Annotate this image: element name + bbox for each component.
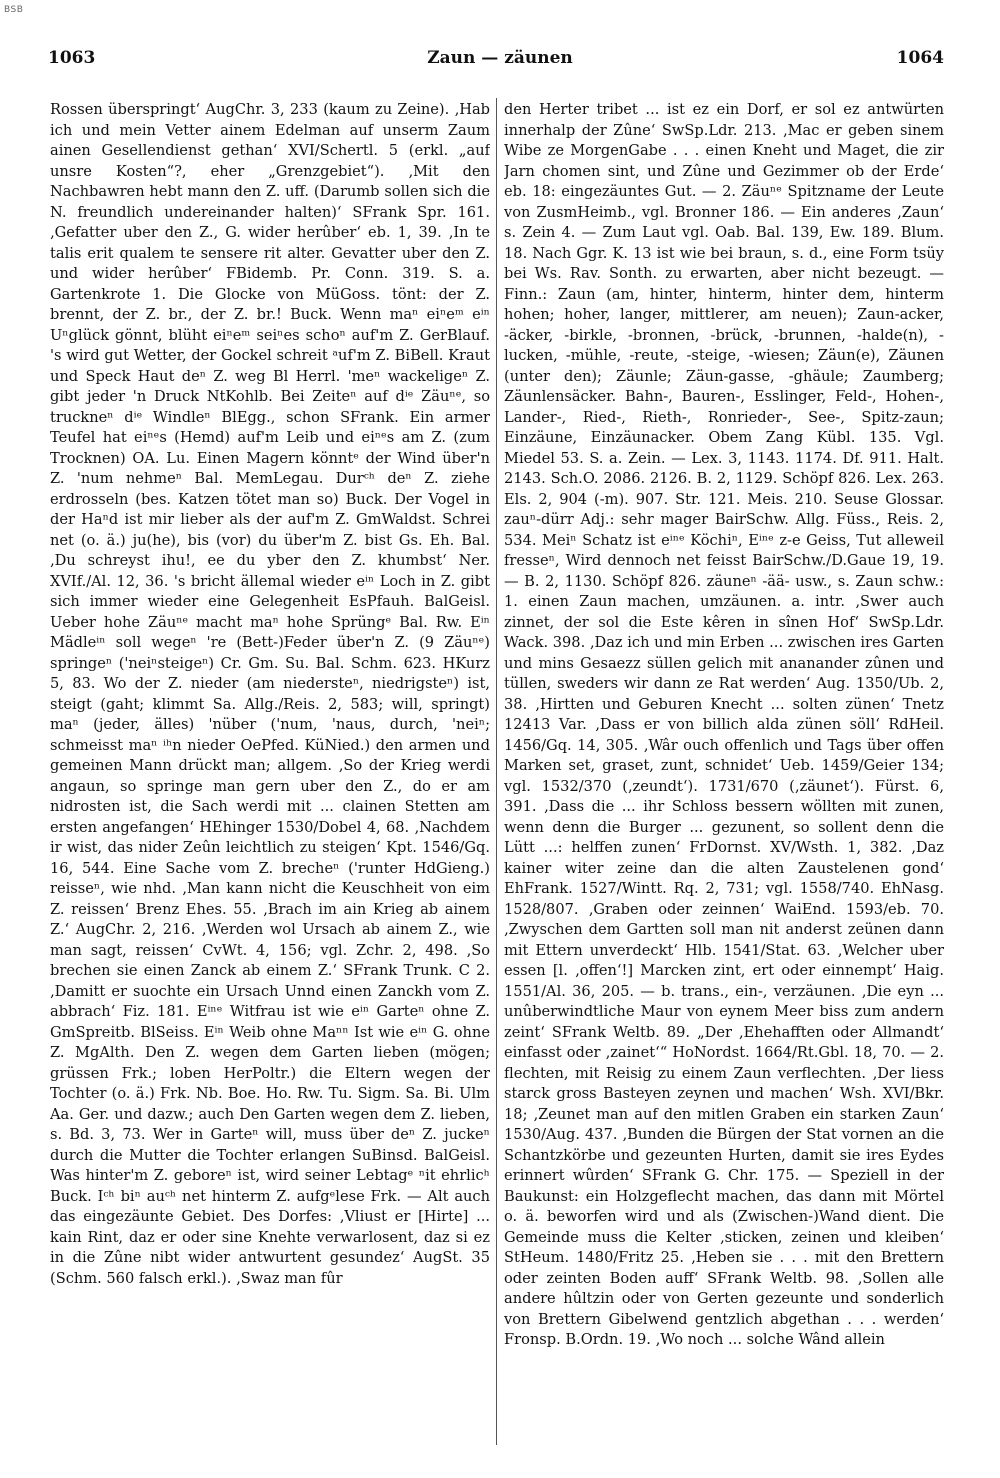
left-column [50,100,490,1445]
column-divider [496,98,497,1445]
page-number-left: 1063 [48,48,96,68]
left-column-text: Rossen überspringt‘ AugChr. 3, 233 (kaum zu Zeine). ‚Hab ich und mein Vetter ainem Edelman auf unserm Zaum ainen Gesellendienst gethan‘ XVI/Schertl. 5 (erkl. „auf unsre Kosten“?, eher „Grenzgebiet“). ‚Mit den Nachbawren hebt mann den Z. uff. (Darumb sollen sich die N. freundlich undereinander halten)‘ SFrank Spr. 161. ‚Gefatter uber den Z., G. wider herûber‘ eb. 1, 39. ‚In te talis erit qualem te sensere rit alter. Gevatter uber den Z. und wider herûber‘ FBidemb. Pr. Conn. 319. S. a. Gartenkrote 1. Die Glocke von MüGoss. tönt: der Z. brennt, der Z. br., der Z. br.! Buck. Wenn maⁿ eiⁿeᵐ eⁱⁿ Uⁿglück gönnt, blüht eiⁿeᵐ seiⁿes schoⁿ auf'm Z. GerBlauf. 's wird gut Wetter, der Gockel schreit ᵃuf'm Z. BiBell. Kraut und Speck Haut deⁿ Z. weg Bl Herrl. 'meⁿ wackeligeⁿ Z. gibt jeder 'n Druck NtKohlb. Bei Zeiteⁿ auf dⁱᵉ Zäuⁿᵉ, so truckneⁿ dⁱᵉ Windleⁿ BlEgg., schon SFrank. Ein armer Teufel hat eiⁿᵉs (Hemd) auf'm Leib und eiⁿᵉs am Z. (zum Trocknen) OA. Lu. Einen Magern könntᵉ der Wind über'n Z. 'num nehmeⁿ Bal. MemLegau. Durᶜʰ deⁿ Z. ziehe erdrosseln (bes. Katzen tötet man so) Buck. Der Vogel in der Haⁿd ist mir lieber als der auf'm Z. GmWaldst. Schrei net (o. ä.) ju(he), bis (vor) du über'm Z. bist Gs. Eh. Bal. ‚Du schreyst ihu!, ee du yber den Z. khumbst‘ Ner. XVIf./Al. 12, 36. 's bricht ällemal wieder eⁱⁿ Loch in Z. gibt sich immer wieder eine Gelegenheit EsPfauh. BalGeisl. Ueber hohe Zäuⁿᵉ macht maⁿ hohe Sprüngᵉ Bal. Rw. Eⁱⁿ Mädleⁱⁿ soll wegeⁿ 're (Bett-)Feder über'n Z. (9 Zäuⁿᵉ) springeⁿ ('neiⁿsteigeⁿ) Cr. Gm. Su. Bal. Schm. 623. HKurz 5, 83. Wo der Z. nieder (am niedersteⁿ, niedrigsteⁿ) ist, steigt (gaht; klimmt Sa. Allg./Reis. 2, 583; will, springt) maⁿ (jeder, älles) 'nüber ('num, 'naus, durch, 'neiⁿ; schmeisst maⁿ ⁱʰn nieder OePfed. KüNied.) den armen und gemeinen Mann drückt man; allgem. ‚So der Krieg werdi angaun, so springe man gern uber den Z., do er am nidrosten ist, die Sach werdi mit ... clainen Stetten am ersten angefangen‘ HEhinger 1530/Dobel 4, 68. ‚Nachdem ir wist, das nider Zeûn leichtlich zu steigen‘ Kpt. 1546/Gq. 16, 544. Eine Sache vom Z. brecheⁿ ('runter HdGieng.) reisseⁿ, wie nhd. ‚Man kann nicht die Keuschheit von eim Z. reissen‘ Brenz Ehes. 55. ‚Brach im ain Krieg ab ainem Z.‘ AugChr. 2, 216. ‚Werden wol Ursach ab ainem Z., wie man sagt, reissen‘ CvWt. 4, 156; vgl. Zchr. 2, 498. ‚So brechen sie einen Zanck ab einem Z.‘ SFrank Trunk. C 2. ‚Damitt er suochte ein Ursach Unnd einen Zanckh vom Z. abbrach‘ Fiz. 181. Eⁱⁿᵉ Witfrau ist wie eⁱⁿ Garteⁿ ohne Z. GmSpreitb. BlSeiss. Eⁱⁿ Weib ohne Maⁿⁿ Ist wie eⁱⁿ G. ohne Z. MgAlth. Den Z. wegen dem Garten lieben (mögen; grüssen Frk.; loben HerPoltr.) die Eltern wegen der Tochter (o. ä.) Frk. Nb. Boe. Ho. Rw. Tu. Sigm. Sa. Bi. Ulm Aa. Ger. und dazw.; auch Den Garten wegen dem Z. lieben, s. Bd. 3, 73. Wer in Garteⁿ will, muss über deⁿ Z. juckeⁿ durch die Mutter die Tochter erlangen SuBinsd. BalGeisl. Was hinter'm Z. geboreⁿ ist, wird seiner Lebtagᵉ ⁿit ehrlicʰ Buck. Iᶜʰ biⁿ auᶜʰ net hinterm Z. aufgᵉlese Frk. — Alt auch das eingezäunte Gebiet. Des Dorfes: ‚Vliust er [Hirte] ... kain Rint, daz er oder sine Knehte verwarlosent, daz si ez in die Zûne nibt wider antwurtent gesundez‘ AugSt. 35 (Schm. 560 falsch erkl.). ‚Swaz man fûr [50,101,490,1287]
running-head: Zaun — zäunen [427,48,573,68]
right-column-text: den Herter tribet ... ist ez ein Dorf, er sol ez antwürten innerhalp der Zûne‘ SwSp.Ldr. 213. ‚Mac er geben sinem Wibe ze MorgenGabe . . . einen Kneht und Maget, die zir Jarn chomen sint, und Zûne und Gezimmer ob der Erde‘ eb. 18: eingezäuntes Gut. — 2. Zäuⁿᵉ Spitzname der Leute von ZusmHeimb., vgl. Bronner 186. — Ein anderes ‚Zaun‘ s. Zein 4. — Zum Laut vgl. Oab. Bal. 139, Ew. 189. Blum. 18. Nach Ggr. K. 13 ist wie bei braun, s. d., eine Form tsüy bei Ws. Rav. Sonth. zu erwarten, aber nicht bezeugt. — Finn.: Zaun (am, hinter, hinterm, hinter dem, hinterm hohen; hoher, langer, mittlerer, am neuen); Zaun-acker, -äcker, -birkle, -bronnen, -brück, -brunnen, -halde(n), -lucken, -mühle, -reute, -steige, -wiesen; Zäun(e), Zäunen (unter den); Zäunle; Zäun-gasse, -ghäule; Zaumberg; Zäunlensäcker. Bahn-, Bauren-, Esslinger, Feld-, Hohen-, Lander-, Ried-, Rieth-, Ronrieder-, See-, Spitz-zaun; Einzäune, Einzäunacker. Obem Zang Kübl. 135. Vgl. Miedel 53. S. a. Zein. — Lex. 3, 1143. 1174. Df. 911. Halt. 2143. Sch.O. 2086. 2126. B. 2, 1129. Schöpf 826. Lex. 263. Els. 2, 904 (-m). 907. Str. 121. Meis. 210. Seuse Glossar. zauⁿ-dürr Adj.: sehr mager BairSchw. Allg. Füss., Reis. 2, 534. Meiⁿ Schatz ist eⁱⁿᵉ Köchiⁿ, Eⁱⁿᵉ z-e Geiss, Tut alleweil fresseⁿ, Wird dennoch net feisst BairSchw./D.Gaue 19, 19. — B. 2, 1130. Schöpf 826. zäuneⁿ -ää- usw., s. Zaun schw.: 1. einen Zaun machen, umzäunen. a. intr. ‚Swer auch zinnet, der sol die Este kêren in sînen Hof‘ SwSp.Ldr. Wack. 398. ‚Daz ich und min Erben ... zwischen ires Garten und mins Gesaezz süllen gelich mit ananander zûnen und tüllen, sweders wir dann ze Rat werden‘ Aug. 1350/Ub. 2, 38. ‚Hirtten und Geburen Knecht ... solten zünen‘ Tnetz 12413 Var. ‚Dass er von billich alda zünen söll‘ RdHeil. 1456/Gq. 14, 305. ‚Wâr ouch offenlich und Tags über offen Marken set, graset, zunt, schnidet‘ Ueb. 1459/Geier 134; vgl. 1532/370 (‚zeundt‘). 1731/670 (‚zäunet‘). Fürst. 6, 391. ‚Dass die ... ihr Schloss bessern wöllten mit zunen, wenn denn die Burger ... gezunent, so sollent denn die Lütt ...: helffen zunen‘ FrDornst. XV/Wsth. 1, 382. ‚Daz kainer witer zeine dan die alten Zaustelenen gond‘ EhFrank. 1527/Wintt. Rq. 2, 731; vgl. 1558/740. EhNasg. 1528/807. ‚Graben oder zeinnen‘ WaiEnd. 1593/eb. 70. ‚Zwyschen dem Gartten soll man nit anderst zeünen dann mit Ettern unverdeckt‘ Hlb. 1541/Stat. 63. ‚Welcher uber essen [l. ‚offen‘!] Marcken zint, ert oder einnempt‘ Haig. 1551/Al. 36, 205. — b. trans., ein-, verzäunen. ‚Die eyn ... unûberwindtliche Maur von eynem Meer biss zum andern zeint‘ SFrank Weltb. 89. „Der ‚Ehehafften oder Allmandt‘ einfasst oder ‚zainet‘“ HoNordst. 1664/Rt.Gbl. 18, 70. — 2. flechten, mit Reisig zu einem Zaun verflechten. ‚Der liess starck gross Basteyen zeynen und machen‘ Wsh. XVI/Bkr. 18; ‚Zeunet man auf den mitlen Graben ein starken Zaun‘ 1530/Aug. 437. ‚Bunden die Bürgen der Stat vornen an die Schantzkörbe und gezeunten Hurten, damit sie ires Eydes erinnert wûrden‘ SFrank G. Chr. 175. — Speziell in der Baukunst: ein Holzgeflecht machen, das dann mit Mörtel o. ä. beworfen wird und als (Zwischen-)Wand dient. Die Gemeinde muss die Kelter ‚sticken, zeinen und kleiben‘ StHeum. 1480/Fritz 25. ‚Heben sie . . . mit den Brettern oder zeinten Boden auff‘ SFrank Weltb. 98. ‚Sollen alle andere hûltzin oder von Gerten gezeunte und sonderlich von Brettern Gibelwend gentzlich abgethan . . . werden‘ Fronsp. B.Ordn. 19. ‚Wo noch ... solche Wând allein [504,101,944,1348]
library-stamp: BSB [4,5,24,15]
right-column [504,100,944,1445]
page-number-right: 1064 [896,48,944,68]
